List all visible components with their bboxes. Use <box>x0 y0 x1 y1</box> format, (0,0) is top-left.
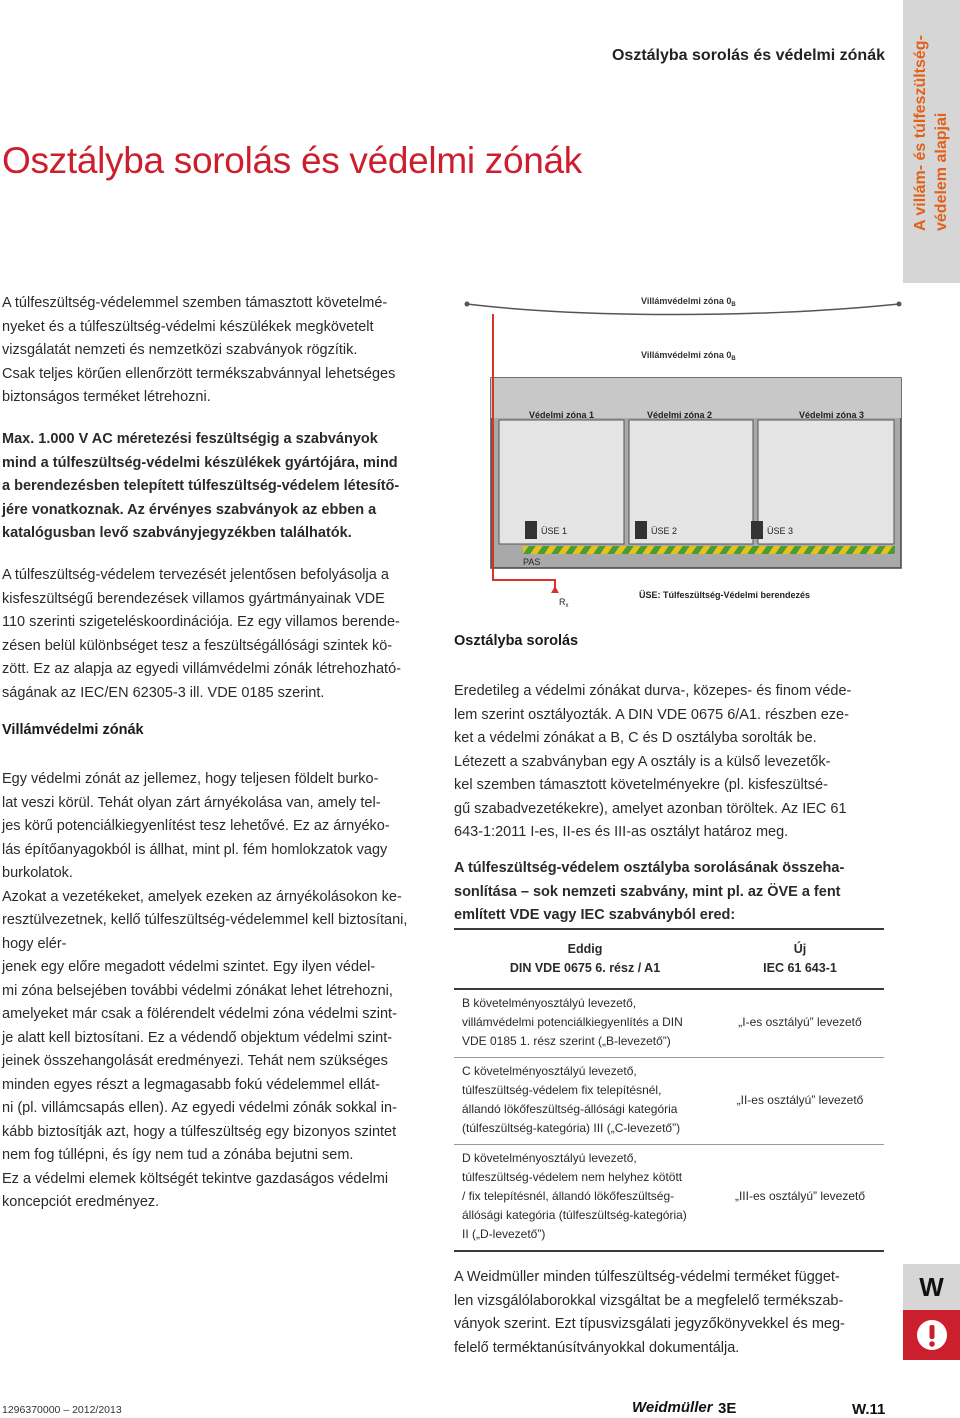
header-line: Új <box>793 942 807 956</box>
text-line: lás építőanyagokból is állhat, mint pl. fém homlokzatok vagy <box>2 841 388 858</box>
text-line: koncepciót eredményez. <box>2 1194 160 1210</box>
text-line: ságának az IEC/EN 62305-3 ill. VDE 0185 szerint. <box>2 684 325 701</box>
table-row <box>454 1058 884 1145</box>
lightning-zones-heading: Villámvédelmi zónák <box>2 722 144 738</box>
cell-line: VDE 0185 1. rész szerint („B-levezető”) <box>462 1034 671 1048</box>
text-line: zött. Ez az alapja az egyedi villámvédelmi zónák létrehozható- <box>2 661 401 677</box>
text-line: ványok szerint. Ezt típusvizsgálati jegyzőkönyvekkel és meg- <box>454 1316 845 1332</box>
cell-line: (túlfeszültség-kategória) III („C-levezető”) <box>462 1121 681 1135</box>
cell-line: állósági kategória (túlfeszültség-kategória) <box>462 1208 687 1222</box>
text-line: A túlfeszültség-védelem tervezését jelentősen befolyásolja a <box>2 567 389 583</box>
text-line: vizsgálatát nemzeti és nemzetközi szabványok rögzítik. <box>2 342 358 358</box>
weidmuller-logo-mark: 3E <box>718 1400 737 1417</box>
text-line: A túlfeszültség-védelemmel szemben támasztott követelmé- <box>2 295 388 311</box>
text-line: jeinek összehangolását eredményezi. Tehát nem szükséges <box>2 1053 388 1069</box>
text-line: A túlfeszültség-védelem osztályba sorolásának összeha- <box>454 860 845 876</box>
running-head: Osztályba sorolás és védelmi zónák <box>611 47 885 64</box>
classification-body <box>454 680 884 845</box>
spd-3 <box>751 521 763 539</box>
table-header-row <box>454 929 884 989</box>
page-title: Osztályba sorolás és védelmi zónák <box>2 140 583 181</box>
text-line: katalógusban levő szabványjegyzékben találhatók. <box>2 525 352 541</box>
intro-paragraph <box>2 292 428 410</box>
spd-2 <box>635 521 647 539</box>
text-line: jére vonatkoznak. Az érvényes szabványok az ebben a <box>2 501 377 518</box>
table-cell-new: „III-es osztályú” levezető <box>716 1145 884 1252</box>
weidmuller-logo: Weidmüller <box>632 1399 713 1416</box>
text-line: lat veszi körül. Tehát olyan zárt árnyékolása van, amely tel- <box>2 794 381 811</box>
warning-icon <box>903 1310 960 1360</box>
table-cell-new: „I-es osztályú” levezető <box>716 989 884 1058</box>
side-tab <box>903 0 960 283</box>
spd-2-label: ÜSE 2 <box>651 526 678 536</box>
text-line: felelő terméktanúsítványokkal dokumentálja. <box>454 1339 740 1356</box>
text-line: 643-1:2011 I-es, II-es és III-as osztályt határoz meg. <box>454 824 789 840</box>
side-section-letter: W <box>903 1264 960 1310</box>
text-line: burkolatok. <box>2 865 73 881</box>
spd-1-label: ÜSE 1 <box>541 526 568 536</box>
text-line: Egy védelmi zónát az jellemez, hogy teljesen földelt burko- <box>2 771 379 787</box>
classification-heading: Osztályba sorolás <box>454 633 579 649</box>
earth-resistance-label: $R_x$ <box>559 597 569 609</box>
text-line: Eredetileg a védelmi zónákat durva-, közepes- és finom véde- <box>454 683 852 699</box>
text-line: kel szemben támasztott követelményekre (pl. kisfeszültsé- <box>454 777 828 793</box>
text-line: kább biztosítják azt, hogy a túlfeszültség egy bizonyos szintet <box>2 1123 397 1140</box>
zone-0b-label-1: Villámvédelmi zóna $0_B$ <box>641 296 736 308</box>
planning-paragraph <box>2 564 428 705</box>
cell-line: villámvédelmi potenciálkiegyenlítés a DIN <box>462 1015 683 1029</box>
classification-table <box>454 928 884 1252</box>
table-row <box>454 989 884 1058</box>
text-line: ni (pl. villámcsapás ellen). Az egyedi védelmi zónák sokkal in- <box>2 1100 397 1116</box>
text-line: resztülvezetnek, kellő túlfeszültség-védelemmel kell biztosítani, hogy elér- <box>2 912 408 952</box>
text-line: mind a túlfeszültség-védelmi készülékek gyártójára, mind <box>2 454 398 471</box>
protection-zone-diagram <box>463 290 903 635</box>
column-header-old <box>454 929 716 989</box>
cell-line: túlfeszültség-védelem fix telepítésnél, <box>462 1083 662 1097</box>
text-line: Ez a védelmi elemek költségét tekintve gazdaságos védelmi <box>2 1170 389 1187</box>
pas-label: PAS <box>523 557 541 567</box>
table-cell-old <box>454 1058 716 1145</box>
header-line: Eddig <box>567 942 603 956</box>
side-tab-line-2: védelem alapjai <box>933 112 950 231</box>
cell-line: C követelményosztályú levezető, <box>462 1064 637 1078</box>
side-tab-label <box>910 0 952 231</box>
text-line: je alatt kell biztosítani. Ez a védendő objektum védelmi szint- <box>2 1029 393 1046</box>
header-line: IEC 61 643-1 <box>763 961 837 975</box>
text-line: Azokat a vezetékeket, amelyek ezeken az árnyékolásokon ke- <box>2 888 402 905</box>
table-row <box>454 1145 884 1252</box>
voltage-standards-paragraph <box>2 428 428 546</box>
text-line: biztonságos terméket létrehozni. <box>2 389 211 405</box>
spd-3-label: ÜSE 3 <box>767 526 794 536</box>
spd-1 <box>525 521 537 539</box>
side-tab-line-1: A villám- és túlfeszültség- <box>912 35 929 231</box>
text-line: nem fog túllépni, és így nem tud a zónába bejutni sem. <box>2 1147 354 1163</box>
text-line: amelyeket már csak a fölérendelt védelmi zóna védelmi szint- <box>2 1006 397 1022</box>
header-line: DIN VDE 0675 6. rész / A1 <box>509 961 661 975</box>
text-line: Létezett a szabványban egy A osztály is a külső levezetők- <box>454 753 831 770</box>
text-line: mi zóna belsejében további védelmi zónákat lehet létrehozni, <box>2 982 393 999</box>
footer-catalog-code: 1296370000 – 2012/2013 <box>2 1404 122 1416</box>
equipotential-bar <box>523 546 895 554</box>
text-line: jenek egy előre megadott védelmi szintet. Egy ilyen védel- <box>2 959 376 975</box>
zone-2-label: Védelmi zóna 2 <box>647 410 713 420</box>
text-line: A Weidmüller minden túlfeszültség-védelmi terméket függet- <box>454 1269 840 1285</box>
weidmuller-testing-paragraph <box>454 1266 884 1360</box>
text-line: sonlítása – sok nemzeti szabvány, mint pl. az ÖVE a fent <box>454 883 841 900</box>
text-line: jes körű potenciálkiegyenlítést tesz lehetővé. Ez az árnyéko- <box>2 818 390 834</box>
table-cell-old <box>454 989 716 1058</box>
column-header-new <box>716 929 884 989</box>
table-cell-old <box>454 1145 716 1252</box>
text-line: a berendezésben telepített túlfeszültség-védelem létesítő- <box>2 478 400 494</box>
text-line: nyeket és a túlfeszültség-védelmi készülékek megkövetelt <box>2 318 374 335</box>
text-line: Max. 1.000 V AC méretezési feszültségig a szabványok <box>2 431 378 447</box>
text-line: kisfeszültségű berendezések villamos gyártmányainak VDE <box>2 590 385 607</box>
protection-zone-2 <box>629 420 753 544</box>
spd-legend: ÜSE: Túlfeszültség-Védelmi berendezés <box>639 590 811 600</box>
cell-line: / fix telepítésnél, állandó lökőfeszültség- <box>462 1189 675 1203</box>
text-line: len vizsgálólaborokkal vizsgáltat be a megfelelő termékszab- <box>454 1292 844 1309</box>
text-line: minden egyes részt a legmagasabb fokú védelemmel ellát- <box>2 1076 381 1093</box>
text-line: ket a védelmi zónákat a B, C és D osztályba sorolták be. <box>454 730 817 746</box>
table-cell-new: „II-es osztályú” levezető <box>716 1058 884 1145</box>
cell-line: állandó lökőfeszültség-állósági kategória <box>462 1102 678 1116</box>
zone-3-label: Védelmi zóna 3 <box>799 410 865 420</box>
lightning-zones-body <box>2 768 428 1215</box>
page-number: W.11 <box>852 1401 886 1418</box>
zone-1-label: Védelmi zóna 1 <box>529 410 595 420</box>
text-line: 110 szerinti szigeteléskoordinációja. Ez egy villamos berende- <box>2 614 400 630</box>
text-line: lem szerint osztályozták. A DIN VDE 0675 6/A1. részben eze- <box>454 706 849 723</box>
zone-0b-label-2: Villámvédelmi zóna $0_B$ <box>641 350 736 362</box>
text-line: Csak teljes körűen ellenőrzött termékszabvánnyal lehetséges <box>2 365 396 382</box>
text-line: zésen belül különbséget tesz a feszültségállósági szintek kö- <box>2 637 393 654</box>
comparison-heading <box>454 857 884 928</box>
cell-line: II („D-levezető”) <box>462 1227 546 1241</box>
cell-line: túlfeszültség-védelem nem helyhez kötött <box>462 1170 683 1184</box>
cell-line: D követelményosztályú levezető, <box>462 1151 637 1165</box>
cell-line: B követelményosztályú levezető, <box>462 996 637 1010</box>
text-line: említett VDE vagy IEC szabványból ered: <box>454 907 736 923</box>
text-line: gű szabadvezetékekre), amelyet azonban töröltek. Az IEC 61 <box>454 800 847 817</box>
